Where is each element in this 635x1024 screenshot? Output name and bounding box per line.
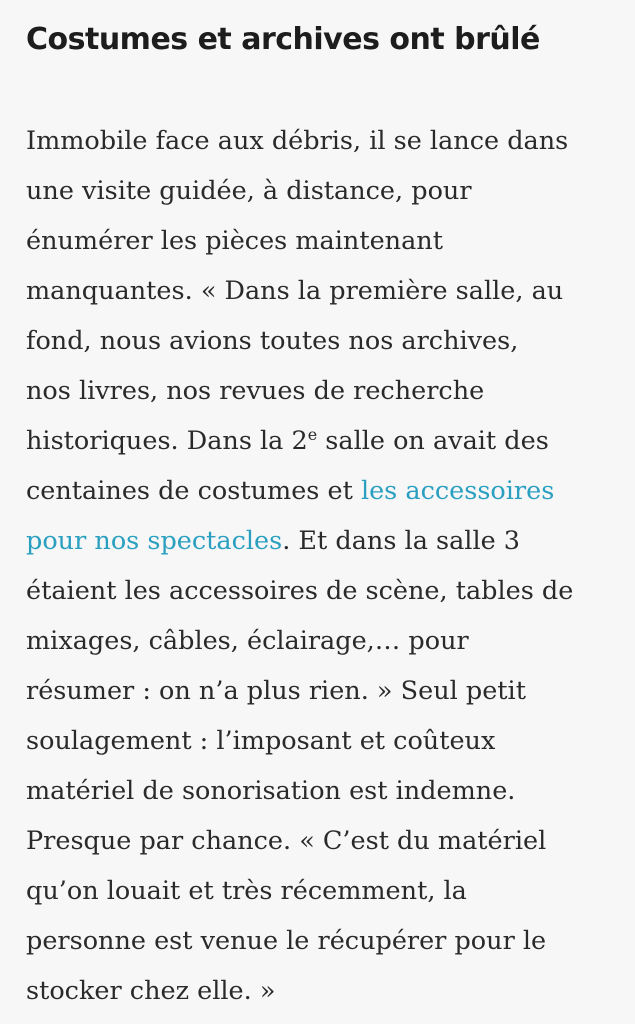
paragraph-text: salle on avait des — [317, 426, 549, 456]
paragraph-text: historiques. Dans la 2 — [26, 426, 308, 456]
paragraph-text: . Et dans la salle 3 — [282, 526, 521, 556]
paragraph-line: énumérer les pièces maintenant — [26, 226, 443, 256]
paragraph-line — [26, 466, 613, 516]
accessories-link-part-1[interactable]: les accessoires — [360, 476, 555, 506]
paragraph-line: personne est venue le récupérer pour le — [26, 926, 547, 956]
paragraph-line: qu’on louait et très récemment, la — [26, 876, 467, 906]
paragraph-line — [26, 416, 613, 466]
article-content — [26, 0, 613, 1016]
paragraph-line: Presque par chance. « C’est du matériel — [26, 826, 547, 856]
paragraph-line: soulagement : l’imposant et coûteux — [26, 726, 496, 756]
paragraph-line: manquantes. « Dans la première salle, au — [26, 276, 564, 306]
paragraph-line: nos livres, nos revues de recherche — [26, 376, 485, 406]
paragraph-line: une visite guidée, à distance, pour — [26, 176, 472, 206]
paragraph-line: résumer : on n’a plus rien. » Seul petit — [26, 676, 526, 706]
paragraph-line: étaient les accessoires de scène, tables de — [26, 576, 574, 606]
paragraph-line: Immobile face aux débris, il se lance dans — [26, 126, 569, 156]
paragraph-text: centaines de costumes et — [26, 476, 361, 506]
article-paragraph — [26, 116, 613, 1016]
section-heading: Costumes et archives ont brûlé — [26, 22, 540, 57]
paragraph-line: fond, nous avions toutes nos archives, — [26, 326, 519, 356]
accessories-link-part-2[interactable]: pour nos spectacles — [26, 526, 283, 556]
paragraph-line — [26, 516, 613, 566]
paragraph-line: stocker chez elle. » — [26, 976, 276, 1006]
paragraph-line: matériel de sonorisation est indemne. — [26, 776, 516, 806]
ordinal-superscript: e — [307, 425, 318, 444]
paragraph-line: mixages, câbles, éclairage,… pour — [26, 626, 469, 656]
